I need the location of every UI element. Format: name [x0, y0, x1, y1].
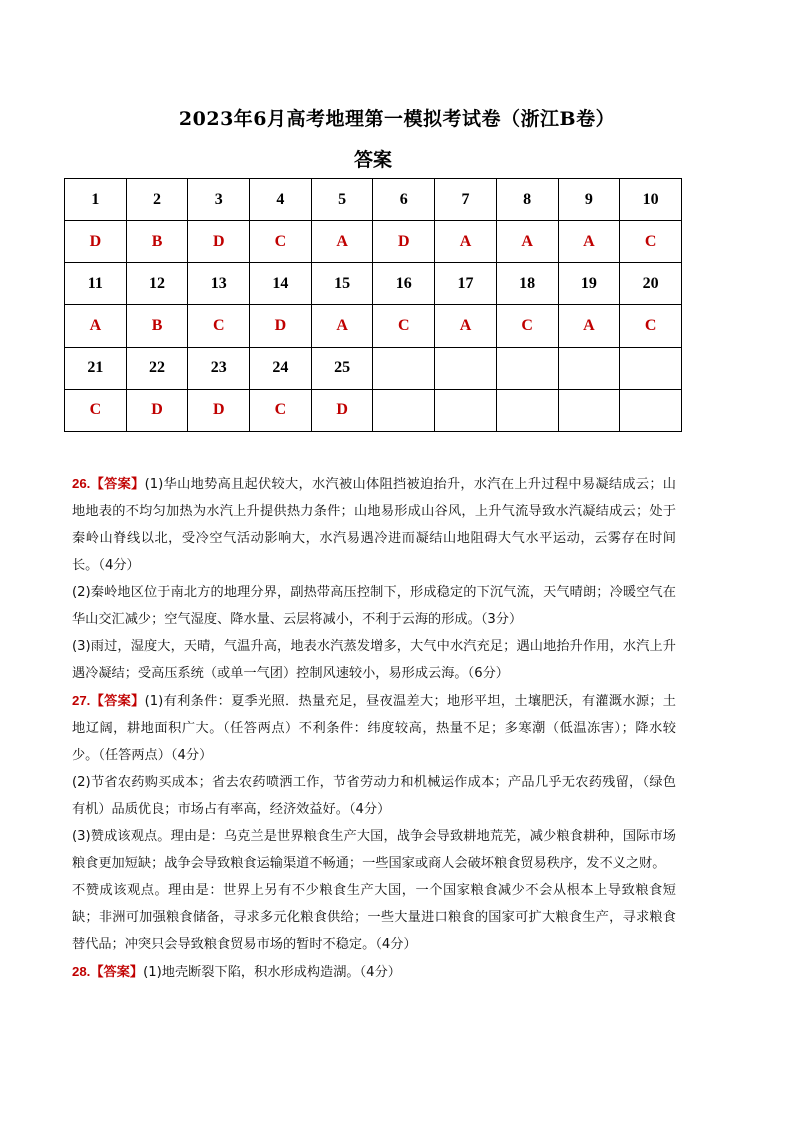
answer-key-cell: D [65, 221, 127, 263]
answer-key-cell: A [435, 305, 497, 347]
question-number: 28. [72, 964, 91, 979]
answer-key-cell: C [496, 305, 558, 347]
answer-key-cell: D [250, 305, 312, 347]
question-number-cell: 6 [373, 179, 435, 221]
answer-key-cell: D [373, 221, 435, 263]
question-number-cell: 17 [435, 263, 497, 305]
answer-key-cell: A [435, 221, 497, 263]
answer-key-cell: A [558, 221, 620, 263]
question-number-cell [373, 347, 435, 389]
q26-paragraph-1 [72, 470, 676, 579]
q28-paragraph-1 [72, 958, 676, 986]
answer-key-cell: C [620, 221, 682, 263]
answer-key-cell: A [65, 305, 127, 347]
answer-table [64, 178, 682, 432]
question-number: 26. [72, 476, 91, 491]
question-number-cell: 10 [620, 179, 682, 221]
question-number-cell: 20 [620, 263, 682, 305]
question-number-cell: 3 [188, 179, 250, 221]
answer-key-cell [558, 389, 620, 431]
answer-key-cell: A [496, 221, 558, 263]
question-number-cell: 4 [250, 179, 312, 221]
question-number-cell: 16 [373, 263, 435, 305]
question-number-cell: 19 [558, 263, 620, 305]
answer-key-cell: D [188, 221, 250, 263]
question-number-cell: 11 [65, 263, 127, 305]
answer-label: 【答案】 [90, 694, 145, 709]
answer-key-row [65, 389, 682, 431]
question-number-cell: 24 [250, 347, 312, 389]
question-number-cell: 21 [65, 347, 127, 389]
answer-key-cell: C [620, 305, 682, 347]
q27-paragraph-4: 不赞成该观点。理由是：世界上另有不少粮食生产大国，一个国家粮食减少不会从根本上导致粮食短缺；非洲可加强粮食储备，寻求多元化粮食供给；一些大量进口粮食的国家可扩大粮食生产，寻求粮食替代品；冲突只会导致粮食贸易市场的暂时不稳定。（4分） [72, 883, 676, 952]
question-number-cell: 1 [65, 179, 127, 221]
answer-key-cell [620, 389, 682, 431]
answer-label: 【答案】 [90, 965, 144, 980]
answer-key-cell: B [126, 305, 188, 347]
answer-label: 【答案】 [90, 477, 145, 492]
question-number-cell [496, 347, 558, 389]
question-number-cell: 18 [496, 263, 558, 305]
answer-text: (1)地壳断裂下陷，积水形成构造湖。（4分） [143, 965, 401, 980]
question-number-cell: 9 [558, 179, 620, 221]
answer-key-cell: B [126, 221, 188, 263]
answer-key-cell: C [250, 221, 312, 263]
question-number-row [65, 263, 682, 305]
q26-paragraph-2: (2)秦岭地区位于南北方的地理分界，副热带高压控制下，形成稳定的下沉气流，天气晴朗；冷暖空气在华山交汇减少；空气湿度、降水量、云层将减小，不利于云海的形成。（3分） [72, 585, 676, 627]
answer-explanations [72, 470, 676, 986]
answer-key-cell [435, 389, 497, 431]
page-title: 2023年6月高考地理第一模拟考试卷（浙江B卷） [178, 108, 616, 130]
answer-key-row [65, 221, 682, 263]
answer-key-cell: C [250, 389, 312, 431]
answer-key-cell: C [65, 389, 127, 431]
question-number-cell [558, 347, 620, 389]
question-number-cell: 22 [126, 347, 188, 389]
answer-key-cell: A [558, 305, 620, 347]
q27-paragraph-1 [72, 687, 676, 769]
answer-text: (1)有利条件：夏季光照．热量充足，昼夜温差大；地形平坦，土壤肥沃，有灌溉水源；土地辽阔，耕地面积广大。（任答两点）不利条件：纬度较高，热量不足；多寒潮（低温冻害）；降水较少。（任答两点）（4分） [72, 694, 676, 763]
question-number-cell: 25 [311, 347, 373, 389]
question-number-row [65, 179, 682, 221]
q27-paragraph-2: (2)节省农药购买成本；省去农药喷洒工作，节省劳动力和机械运作成本；产品几乎无农药残留，（绿色有机）品质优良；市场占有率高，经济效益好。（4分） [72, 775, 676, 817]
question-number-cell: 23 [188, 347, 250, 389]
answer-heading: 答案 [353, 149, 392, 171]
question-number-cell: 13 [188, 263, 250, 305]
answer-key-cell [496, 389, 558, 431]
answer-key-cell: A [311, 305, 373, 347]
q27-paragraph-3: (3)赞成该观点。理由是：乌克兰是世界粮食生产大国，战争会导致耕地荒芜，减少粮食耕种，国际市场粮食更加短缺；战争会导致粮食运输渠道不畅通；一些国家或商人会破坏粮食贸易秩序，发不义之财。 [72, 829, 676, 871]
question-number-cell [620, 347, 682, 389]
q26-paragraph-3: (3)雨过，湿度大，天晴，气温升高，地表水汽蒸发增多，大气中水汽充足；遇山地抬升作用，水汽上升遇冷凝结；受高压系统（或单一气团）控制风速较小，易形成云海。（6分） [72, 639, 676, 681]
answer-key-cell: D [188, 389, 250, 431]
question-number-cell: 14 [250, 263, 312, 305]
answer-key-cell [373, 389, 435, 431]
question-number: 27. [72, 693, 91, 708]
answer-key-cell: A [311, 221, 373, 263]
question-number-cell: 7 [435, 179, 497, 221]
question-number-cell: 15 [311, 263, 373, 305]
answer-key-cell: D [126, 389, 188, 431]
question-number-cell: 12 [126, 263, 188, 305]
question-number-cell: 2 [126, 179, 188, 221]
question-number-row [65, 347, 682, 389]
answer-key-cell: C [188, 305, 250, 347]
answer-key-row [65, 305, 682, 347]
question-number-cell [435, 347, 497, 389]
question-number-cell: 5 [311, 179, 373, 221]
question-number-cell: 8 [496, 179, 558, 221]
answer-key-cell: C [373, 305, 435, 347]
answer-key-cell: D [311, 389, 373, 431]
answer-text: (1)华山地势高且起伏较大，水汽被山体阻挡被迫抬升，水汽在上升过程中易凝结成云；山地地表的不均匀加热为水汽上升提供热力条件；山地易形成山谷风，上升气流导致水汽凝结成云；处于秦岭山脊线以北，受冷空气活动影响大，水汽易遇冷进而凝结山地阻碍大气水平运动，云雾存在时间长。（4分） [72, 477, 676, 573]
